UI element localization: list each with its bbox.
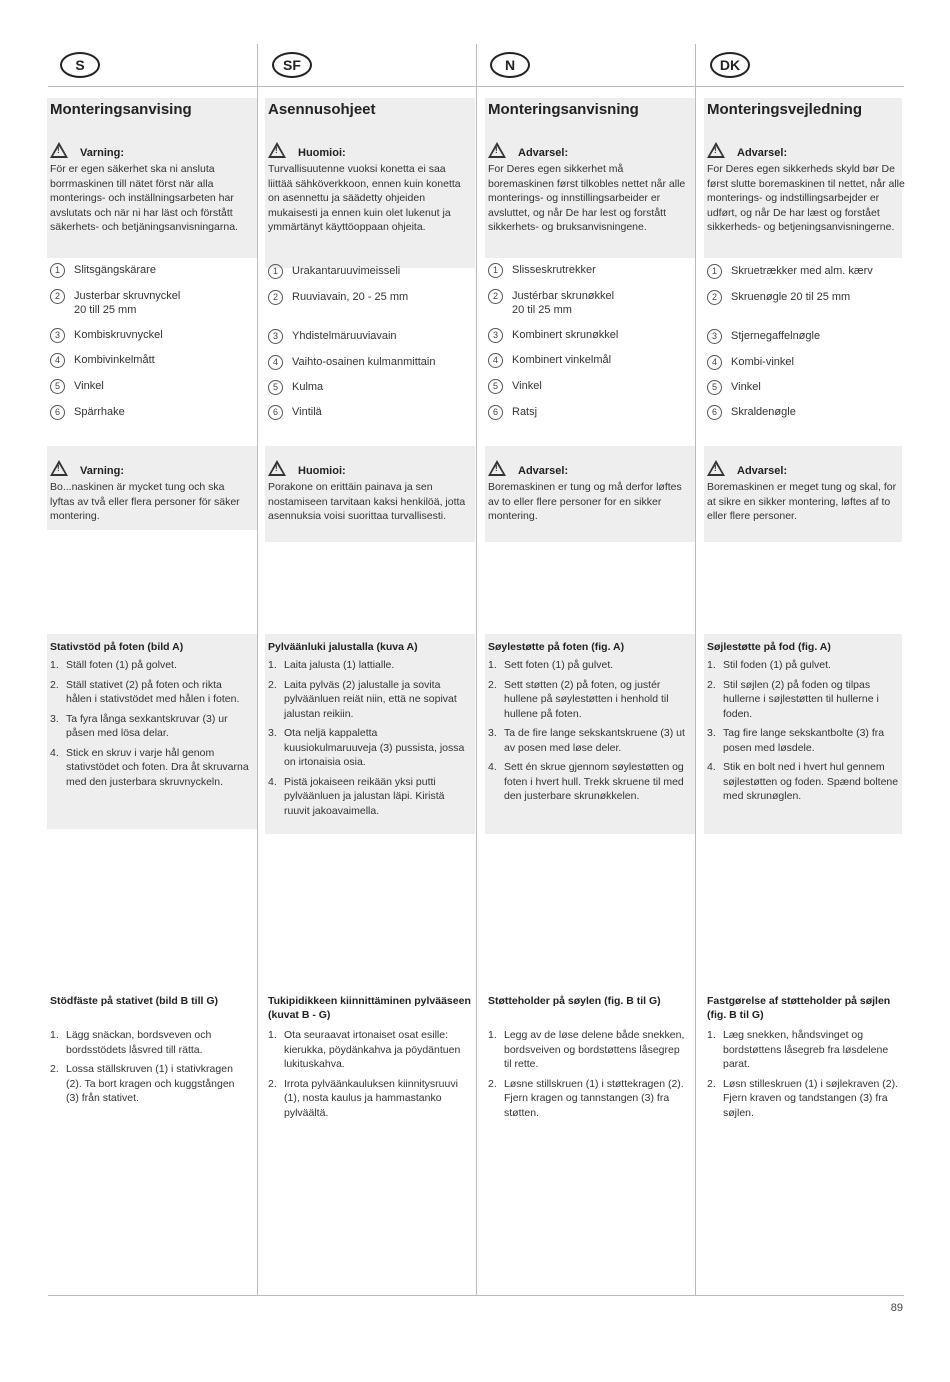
parts-list-item xyxy=(268,290,478,304)
parts-list xyxy=(50,263,260,277)
warning-triangle-icon xyxy=(488,142,506,158)
warning-heading xyxy=(50,142,124,160)
warning-text: Bo...naskinen är mycket tung och ska lyftas av två eller flera personer för säker montering. xyxy=(50,481,240,523)
warning-text: Turvallisuutenne vuoksi konetta ei saa liittää sähköverkkoon, ennen kuin konetta on asennettu ja säädetty ohjeiden mukaisesti ja ennen kuin olet lukenut ja ymmärtänyt käyttöoppaan ohjeita. xyxy=(268,163,461,234)
circled-number: 3 xyxy=(268,329,283,344)
parts-list-item xyxy=(707,380,917,394)
language-badge: DK xyxy=(710,52,750,78)
circled-number: 2 xyxy=(268,290,283,305)
parts-list-item xyxy=(488,405,698,419)
part-label: Vinkel xyxy=(731,381,761,393)
column-divider xyxy=(695,44,696,1296)
part-label: Skruetrækker med alm. kærv xyxy=(731,265,873,277)
parts-list-item xyxy=(50,289,260,317)
section-title: Monteringsvejledning xyxy=(707,101,863,118)
warning-triangle-icon xyxy=(707,460,725,476)
parts-list-item xyxy=(488,353,698,367)
part-label: Kombivinkelmått xyxy=(74,354,155,366)
part-label: Vaihto-osainen kulmanmittain xyxy=(292,356,436,368)
circled-number: 2 xyxy=(488,289,503,304)
part-label: Slisseskrutrekker xyxy=(512,264,596,276)
subsection-heading: Fastgørelse af støtteholder på søjlen (fig. B til G) xyxy=(707,995,891,1021)
circled-number: 4 xyxy=(268,355,283,370)
part-label: Ruuviavain, 20 - 25 mm xyxy=(292,291,409,303)
warning-label: Huomioi: xyxy=(298,147,346,159)
warning-heading xyxy=(707,460,787,478)
parts-list-item xyxy=(707,329,917,343)
steps-list xyxy=(488,1028,688,1125)
language-badge: S xyxy=(60,52,100,78)
warning-heading xyxy=(268,142,346,160)
parts-list-item xyxy=(488,379,698,393)
step-item: 1. Lägg snäckan, bordsveven och bordsstödets låsvred till rätta. xyxy=(50,1029,212,1056)
part-label: Vintilä xyxy=(292,406,322,418)
circled-number: 4 xyxy=(488,353,503,368)
step-item: 3. Ta fyra långa sexkantskruvar (3) ur påsen med lösa delar. xyxy=(50,712,228,739)
part-label: Kombinert vinkelmål xyxy=(512,354,612,366)
circled-number: 1 xyxy=(488,263,503,278)
steps-list xyxy=(268,1028,468,1125)
parts-list xyxy=(268,380,478,394)
circled-number: 3 xyxy=(707,329,722,344)
warning-label: Advarsel: xyxy=(518,465,569,477)
parts-list-item xyxy=(488,263,698,277)
part-label: Kombi-vinkel xyxy=(731,356,794,368)
parts-list-item xyxy=(50,328,260,342)
parts-list xyxy=(268,290,478,304)
parts-list-item xyxy=(707,264,917,278)
step-item: 2. Irrota pylväänkauluksen kiinnitysruuvi (1), nosta kaulus ja hammastanko pylväältä. xyxy=(268,1077,458,1119)
warning-heading xyxy=(707,142,787,160)
parts-list-item xyxy=(268,380,478,394)
circled-number: 6 xyxy=(488,405,503,420)
parts-list-item xyxy=(707,405,917,419)
column-divider xyxy=(476,44,477,1296)
warning-heading xyxy=(268,460,346,478)
language-badge: SF xyxy=(272,52,312,78)
warning-text: Boremaskinen er tung og må derfor løftes av to eller flere personer for en sikker montering. xyxy=(488,481,682,523)
subsection-heading: Pylväänluki jalustalla (kuva A) xyxy=(268,641,418,653)
step-item: 3. Tag fire lange sekskantbolte (3) fra posen med løsdele. xyxy=(707,727,885,754)
warning-label: Advarsel: xyxy=(518,147,569,159)
warning-triangle-icon xyxy=(50,460,68,476)
parts-list xyxy=(707,329,917,343)
warning-label: Advarsel: xyxy=(737,147,788,159)
warning-label: Varning: xyxy=(80,465,125,477)
part-label: Spärrhake xyxy=(74,406,125,418)
subsection-heading: Tukipidikkeen kiinnittäminen pylvääseen (kuvat B - G) xyxy=(268,995,471,1021)
parts-list xyxy=(268,355,478,369)
step-item: 1. Legg av de løse delene både snekken, bordsveiven og bordstøttens låsegrep til rette. xyxy=(488,1029,685,1070)
warning-heading xyxy=(488,460,568,478)
circled-number: 3 xyxy=(50,328,65,343)
warning-heading xyxy=(50,460,124,478)
circled-number: 1 xyxy=(50,263,65,278)
parts-list-item xyxy=(50,353,260,367)
parts-list xyxy=(707,380,917,394)
parts-list xyxy=(50,379,260,393)
subsection-heading: Stativstöd på foten (bild A) xyxy=(50,641,184,653)
step-item: 1. Sett foten (1) på gulvet. xyxy=(488,659,614,671)
warning-triangle-icon xyxy=(268,460,286,476)
step-item: 2. Løsne stillskruen (1) i støttekragen (2). Fjern kragen og tannstangen (3) fra støtten. xyxy=(488,1077,684,1119)
step-item: 1. Ställ foten (1) på golvet. xyxy=(50,659,177,671)
warning-label: Huomioi: xyxy=(298,465,346,477)
warning-triangle-icon xyxy=(488,460,506,476)
parts-list xyxy=(488,405,698,419)
parts-list-item xyxy=(488,289,698,317)
warning-text: Porakone on erittäin painava ja sen nostamiseen tarvitaan kaksi henkilöä, jotta asennuksia voisi suorittaa turvallisesti. xyxy=(268,481,466,523)
circled-number: 6 xyxy=(268,405,283,420)
parts-list xyxy=(488,353,698,367)
circled-number: 5 xyxy=(707,380,722,395)
step-item: 4. Sett én skrue gjennom søylestøtten og foten i hvert hull. Trekk skruene til med den justerbare skrunøkkelen. xyxy=(488,761,684,802)
page-number: 89 xyxy=(890,1302,903,1314)
part-label: Kombinert skrunøkkel xyxy=(512,329,619,341)
warning-label: Varning: xyxy=(80,147,125,159)
circled-number: 4 xyxy=(50,353,65,368)
parts-list xyxy=(50,353,260,367)
parts-list xyxy=(50,289,260,317)
parts-list xyxy=(268,329,478,343)
part-label: Vinkel xyxy=(512,380,542,392)
part-label: Justérbar skrunøkkel 20 til 25 mm xyxy=(512,290,615,316)
parts-list xyxy=(707,290,917,304)
section-title: Monteringsanvisning xyxy=(488,101,639,118)
warning-triangle-icon xyxy=(268,142,286,158)
circled-number: 6 xyxy=(707,405,722,420)
step-item: 4. Stick en skruv i varje hål genom stativstödet och foten. Dra åt skruvarna med den justerbara skruvnyckeln. xyxy=(50,746,249,788)
part-label: Skraldenøgle xyxy=(731,406,796,418)
parts-list xyxy=(50,405,260,419)
subsection-heading: Støtteholder på søylen (fig. B til G) xyxy=(488,995,661,1007)
parts-list xyxy=(707,405,917,419)
steps-list xyxy=(707,1028,907,1125)
parts-list-item xyxy=(707,290,917,304)
circled-number: 6 xyxy=(50,405,65,420)
warning-triangle-icon xyxy=(50,142,68,158)
part-label: Kulma xyxy=(292,381,324,393)
parts-list-item xyxy=(50,263,260,277)
part-label: Ratsj xyxy=(512,406,538,418)
part-label: Vinkel xyxy=(74,380,104,392)
step-item: 3. Ta de fire lange sekskantskruene (3) ut av posen med løse deler. xyxy=(488,727,685,754)
circled-number: 2 xyxy=(707,290,722,305)
circled-number: 5 xyxy=(50,379,65,394)
warning-text: För er egen säkerhet ska ni ansluta borrmaskinen till nätet först när alla monterings- och inställningsarbeten har avslutats och när ni har läst och förstått säkerhets- och betjäningsanvisningarna. xyxy=(50,163,238,234)
parts-list xyxy=(268,264,478,278)
steps-list xyxy=(488,658,688,809)
parts-list-item xyxy=(488,328,698,342)
step-item: 1. Stil foden (1) på gulvet. xyxy=(707,659,831,671)
column-divider xyxy=(257,44,258,1296)
step-item: 2. Laita pylväs (2) jalustalle ja sovita pylväänluen reiät niin, että ne sopivat jalustan reikiin. xyxy=(268,678,457,720)
subsection-heading: Søylestøtte på foten (fig. A) xyxy=(488,641,625,653)
step-item: 2. Lossa ställskruven (1) i stativkragen (2). Ta bort kragen och kuggstången (3) från stativet. xyxy=(50,1063,235,1104)
steps-list xyxy=(707,658,907,809)
part-label: Justerbar skruvnyckel 20 till 25 mm xyxy=(74,290,181,316)
parts-list xyxy=(488,263,698,277)
parts-list-item xyxy=(268,329,478,343)
step-item: 4. Stik en bolt ned i hvert hul gennem søjlestøtten og foden. Spænd boltene med skrunøglen. xyxy=(707,761,899,802)
part-label: Skruenøgle 20 til 25 mm xyxy=(731,291,851,303)
subsection-heading: Stödfäste på stativet (bild B till G) xyxy=(50,995,219,1007)
warning-text: For Deres egen sikkerheds skyld bør De først slutte boremaskinen til nettet, når alle monterings- og indstillingsarbejder er udført, og når De har læst og forstået sikkerheds- og betjeningsanvisningerne. xyxy=(707,163,905,234)
circled-number: 1 xyxy=(707,264,722,279)
step-item: 2. Stil søjlen (2) på foden og tilpas hullerne i søjlestøtten til hullerne i foden. xyxy=(707,678,879,720)
circled-number: 5 xyxy=(268,380,283,395)
parts-list-item xyxy=(268,355,478,369)
parts-list xyxy=(488,379,698,393)
parts-list xyxy=(268,405,478,419)
warning-text: Boremaskinen er meget tung og skal, for at sikre en sikker montering, løftes af to eller flere personer. xyxy=(707,481,897,523)
section-title: Asennusohjeet xyxy=(268,101,376,118)
step-item: 1. Læg snekken, håndsvinget og bordstøttens låsegreb fra løsdelene parat. xyxy=(707,1029,889,1070)
parts-list-item xyxy=(50,379,260,393)
step-item: 3. Ota neljä kappaletta kuusiokulmaruuveja (3) pussista, jossa on irtonaisia osia. xyxy=(268,727,465,768)
warning-heading xyxy=(488,142,568,160)
parts-list xyxy=(488,328,698,342)
circled-number: 1 xyxy=(268,264,283,279)
parts-list-item xyxy=(268,405,478,419)
step-item: 2. Sett støtten (2) på foten, og justér hullene på søylestøtten i henhold til hullene på foten. xyxy=(488,678,669,720)
circled-number: 2 xyxy=(50,289,65,304)
parts-list-item xyxy=(707,355,917,369)
parts-list-item xyxy=(268,264,478,278)
step-item: 2. Ställ stativet (2) på foten och rikta hålen i stativstödet med hålen i foten. xyxy=(50,678,240,705)
circled-number: 5 xyxy=(488,379,503,394)
part-label: Urakantaruuvimeisseli xyxy=(292,265,401,277)
steps-list xyxy=(50,1028,250,1111)
parts-list xyxy=(707,264,917,278)
language-badge: N xyxy=(490,52,530,78)
parts-list xyxy=(488,289,698,317)
circled-number: 3 xyxy=(488,328,503,343)
section-title: Monteringsanvising xyxy=(50,101,192,118)
warning-label: Advarsel: xyxy=(737,465,788,477)
steps-list xyxy=(50,658,250,794)
parts-list-item xyxy=(50,405,260,419)
part-label: Slitsgängskärare xyxy=(74,264,156,276)
parts-list xyxy=(50,328,260,342)
warning-triangle-icon xyxy=(707,142,725,158)
step-item: 1. Ota seuraavat irtonaiset osat esille: kierukka, pöydänkahva ja pöydäntuen lukituskahva. xyxy=(268,1029,461,1070)
part-label: Yhdistelmäruuviavain xyxy=(292,330,397,342)
subsection-heading: Søjlestøtte på fod (fig. A) xyxy=(707,641,831,653)
parts-list xyxy=(707,355,917,369)
part-label: Stjernegaffelnøgle xyxy=(731,330,821,342)
step-item: 2. Løsn stilleskruen (1) i søjlekraven (2). Fjern kraven og tandstangen (3) fra søjlen. xyxy=(707,1077,899,1119)
step-item: 4. Pistä jokaiseen reikään yksi putti pylväänluen ja jalustan läpi. Kiristä ruuvit jakoavaimella. xyxy=(268,775,445,817)
steps-list xyxy=(268,658,468,823)
step-item: 1. Laita jalusta (1) lattialle. xyxy=(268,659,395,671)
part-label: Kombiskruvnyckel xyxy=(74,329,163,341)
warning-text: For Deres egen sikkerhet må boremaskinen først tilkobles nettet når alle monterings- og innstillingsarbeider er avsluttet, og når De har lest og forstått sikkerhets- og bruksanvisningene. xyxy=(488,163,686,234)
circled-number: 4 xyxy=(707,355,722,370)
